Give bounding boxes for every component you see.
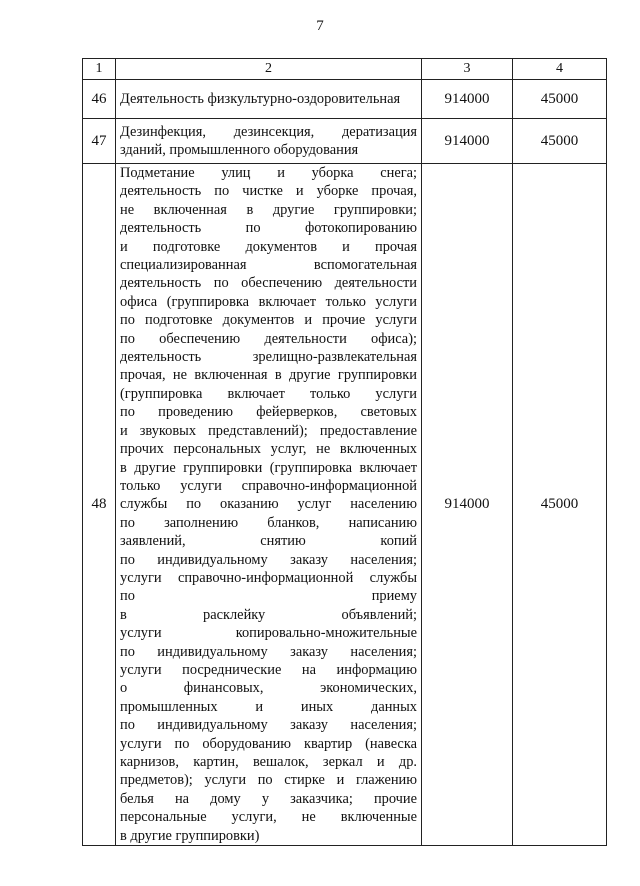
description-line: специализированная вспомогательная — [120, 257, 417, 274]
value-col3: 914000 — [422, 80, 513, 119]
description-line: в другие группировки (группировка включает — [120, 459, 417, 476]
description-line: службы по оказанию услуг населению — [120, 496, 417, 513]
header-cell-3: 3 — [422, 59, 513, 80]
description-line: по индивидуальному заказу населения; — [120, 551, 417, 568]
description-line: о финансовых, экономических, — [120, 680, 417, 697]
description-line: услуги копировально-множительные — [120, 625, 417, 642]
description-line: в другие группировки) — [120, 827, 260, 844]
row-number: 48 — [83, 164, 116, 846]
description-line: по обеспечению деятельности офиса); — [120, 330, 417, 347]
row-number: 47 — [83, 119, 116, 164]
row-number: 46 — [83, 80, 116, 119]
value-col3: 914000 — [422, 164, 513, 846]
table-header-row — [83, 59, 607, 80]
activity-description — [116, 164, 422, 846]
header-cell-2: 2 — [116, 59, 422, 80]
description-line: прочая, не включенная в другие группировки — [120, 367, 417, 384]
description-line: и подготовке документов и прочая — [120, 238, 417, 255]
description-line: по подготовке документов и прочие услуги — [120, 312, 417, 329]
description-line: по проведению фейерверков, световых — [120, 404, 417, 421]
description-line: в расклейку объявлений; — [120, 606, 417, 623]
description-line: офиса (группировка включает только услуги — [120, 293, 417, 310]
header-cell-1: 1 — [83, 59, 116, 80]
description-line: не включенная в другие группировки; — [120, 201, 417, 218]
description-line: по индивидуальному заказу населения; — [120, 717, 417, 734]
description-line: персональные услуги, не включенные — [120, 809, 417, 826]
description-line: услуги по оборудованию квартир (навеска — [120, 735, 417, 752]
description-line: по индивидуальному заказу населения; — [120, 643, 417, 660]
value-col4: 45000 — [513, 164, 607, 846]
description-line: белья на дому у заказчика; прочие — [120, 790, 417, 807]
description-line: только услуги справочно-информационной — [120, 477, 417, 494]
description-line: услуги справочно-информационной службы — [120, 569, 417, 586]
header-cell-4: 4 — [513, 59, 607, 80]
services-table — [82, 58, 607, 846]
activity-description — [116, 119, 422, 164]
description-line: промышленных и иных данных — [120, 698, 417, 715]
activity-description — [116, 80, 422, 119]
description-line: зданий, промышленного оборудования — [120, 142, 359, 158]
description-line: карнизов, картин, вешалок, зеркал и др. — [120, 754, 417, 770]
page-number: 7 — [316, 18, 324, 34]
description-line: предметов); услуги по стирке и глажению — [120, 772, 417, 789]
description-line: (группировка включает только услуги — [120, 385, 417, 402]
table-row — [83, 80, 607, 119]
description-line: деятельность по обеспечению деятельности — [120, 275, 417, 292]
description-line: деятельность зрелищно-развлекательная — [120, 349, 417, 366]
description-line: Подметание улиц и уборка снега; — [120, 165, 417, 181]
description-line: по приему — [120, 588, 417, 605]
value-col3: 914000 — [422, 119, 513, 164]
table-row — [83, 119, 607, 164]
description-line: деятельность по чистке и уборке прочая, — [120, 183, 417, 200]
description-line: услуги посреднические на информацию — [120, 661, 417, 678]
description-line: Деятельность физкультурно-оздоровительная — [120, 90, 401, 107]
description-line: и звуковых представлений); предоставление — [120, 422, 417, 439]
description-line: прочих персональных услуг, не включенных — [120, 441, 417, 458]
description-line: заявлений, снятию копий — [120, 533, 417, 550]
table-row — [83, 164, 607, 846]
description-line: деятельность по фотокопированию — [120, 220, 417, 237]
value-col4: 45000 — [513, 80, 607, 119]
value-col4: 45000 — [513, 119, 607, 164]
description-line: по заполнению бланков, написанию — [120, 514, 417, 531]
description-line: Дезинфекция, дезинсекция, дератизация — [120, 123, 417, 140]
